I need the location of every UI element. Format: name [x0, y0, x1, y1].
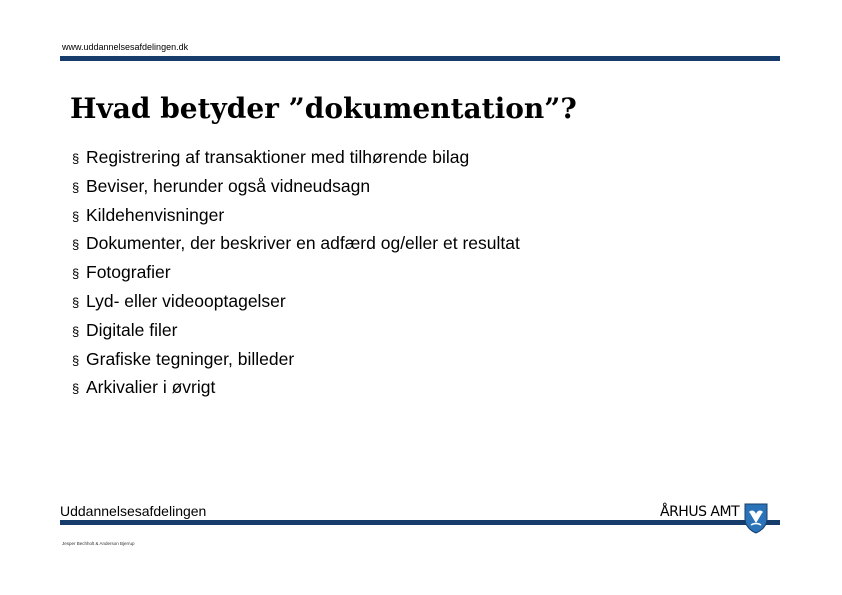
- bullet-item: [72, 229, 520, 258]
- bullet-mark: §: [72, 323, 80, 339]
- bullet-mark: §: [72, 294, 80, 310]
- bullet-item: [72, 143, 520, 172]
- bullet-text: Grafiske tegninger, billeder: [86, 348, 295, 369]
- bullet-mark: §: [72, 381, 80, 397]
- bullet-text: Registrering af transaktioner med tilhørende bilag: [86, 147, 470, 167]
- bullet-text: Lyd- eller videooptagelser: [86, 290, 286, 311]
- bullet-item: [72, 201, 520, 230]
- bullet-item: [72, 345, 520, 374]
- bullet-list: [72, 143, 520, 402]
- bullet-text: Dokumenter, der beskriver en adfærd og/eller et resultat: [86, 233, 520, 254]
- bullet-mark: §: [72, 352, 80, 368]
- bullet-item: [72, 172, 520, 201]
- bullet-text: Arkivalier i øvrigt: [86, 377, 216, 398]
- bullet-text: Beviser, herunder også vidneudsagn: [86, 175, 371, 196]
- bullet-item: [72, 316, 520, 345]
- footer-department-label: Uddannelsesafdelingen: [60, 503, 207, 519]
- bullet-mark: §: [72, 151, 80, 166]
- bullet-text: Digitale filer: [86, 319, 178, 340]
- shield-crest-icon: [743, 502, 769, 534]
- slide-title: Hvad betyder ”dokumentation”?: [70, 92, 577, 125]
- bullet-text: Kildehenvisninger: [86, 204, 225, 225]
- logo-text: ÅRHUS AMT: [660, 504, 740, 520]
- header-divider-bar: [60, 56, 780, 61]
- bullet-mark: §: [72, 208, 80, 224]
- bullet-mark: §: [72, 179, 80, 195]
- bullet-item: [72, 287, 520, 316]
- bullet-text: Fotografier: [86, 262, 171, 283]
- footer-author: Jesper Bechholt & Anderson Bjerrup: [62, 541, 135, 546]
- header-url: www.uddannelsesafdelingen.dk: [62, 42, 189, 52]
- bullet-item: [72, 373, 520, 402]
- bullet-item: [72, 258, 520, 287]
- aarhus-amt-logo: [660, 502, 769, 536]
- bullet-mark: §: [72, 237, 80, 253]
- bullet-mark: §: [72, 266, 80, 282]
